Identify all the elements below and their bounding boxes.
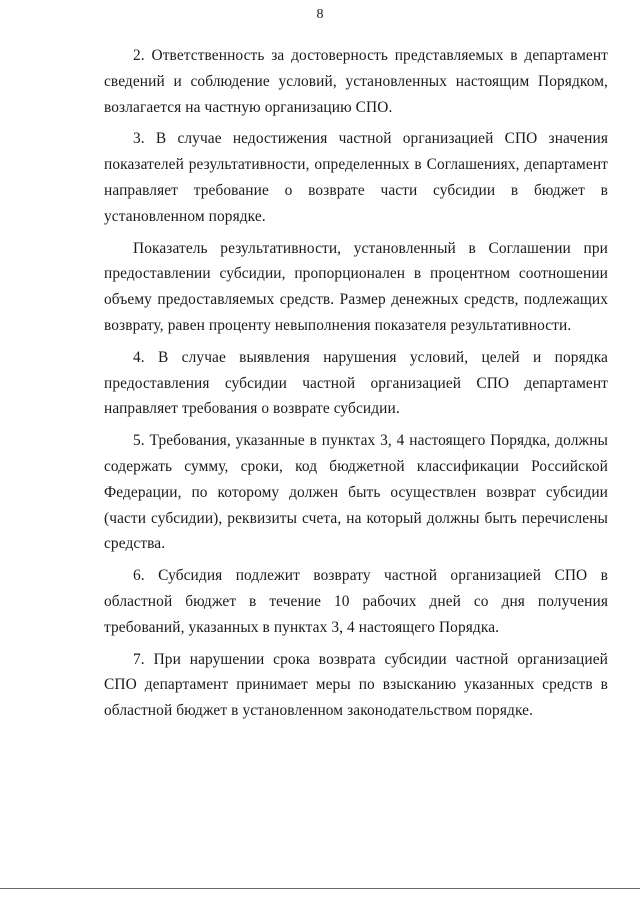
document-body [104, 43, 608, 730]
page-bottom-divider [0, 888, 640, 889]
paragraph-clause-2: 2. Ответственность за достоверность представляемых в департамент сведений и соблюдение условий, установленных настоящим Порядком, возлагается на частную организацию СПО. [104, 47, 608, 116]
paragraph-clause-3: 3. В случае недостижения частной организацией СПО значения показателей результативности, определенных в Соглашениях, департамент направляет требование о возврате части субсидии в бюджет в установленном порядке. [104, 130, 608, 225]
page-number: 8 [316, 7, 324, 22]
paragraph-clause-5: 5. Требования, указанные в пунктах 3, 4 настоящего Порядка, должны содержать сумму, сроки, код бюджетной классификации Российской Федерации, по которому должен быть осуществлен возврат субсидии (части субсидии), реквизиты счета, на который должны быть перечислены средства. [104, 432, 608, 553]
paragraph-clause-7: 7. При нарушении срока возврата субсидии частной организацией СПО департамент принимает меры по взысканию указанных средств в областной бюджет в установленном законодательством порядке. [104, 650, 608, 720]
paragraph-clause-4: 4. В случае выявления нарушения условий, целей и порядка предоставления субсидии частной организацией СПО департамент направляет требования о возврате субсидии. [104, 348, 608, 418]
paragraph-performance-indicator: Показатель результативности, установленный в Соглашении при предоставлении субсидии, пропорционален в процентном соотношении объему предоставляемых средств. Размер денежных средств, подлежащих возврату, равен проценту невыполнения показателя результативности. [104, 239, 608, 334]
paragraph-clause-6: 6. Субсидия подлежит возврату частной организацией СПО в областной бюджет в течение 10 рабочих дней со дня получения требований, указанных в пунктах 3, 4 настоящего Порядка. [104, 567, 608, 636]
